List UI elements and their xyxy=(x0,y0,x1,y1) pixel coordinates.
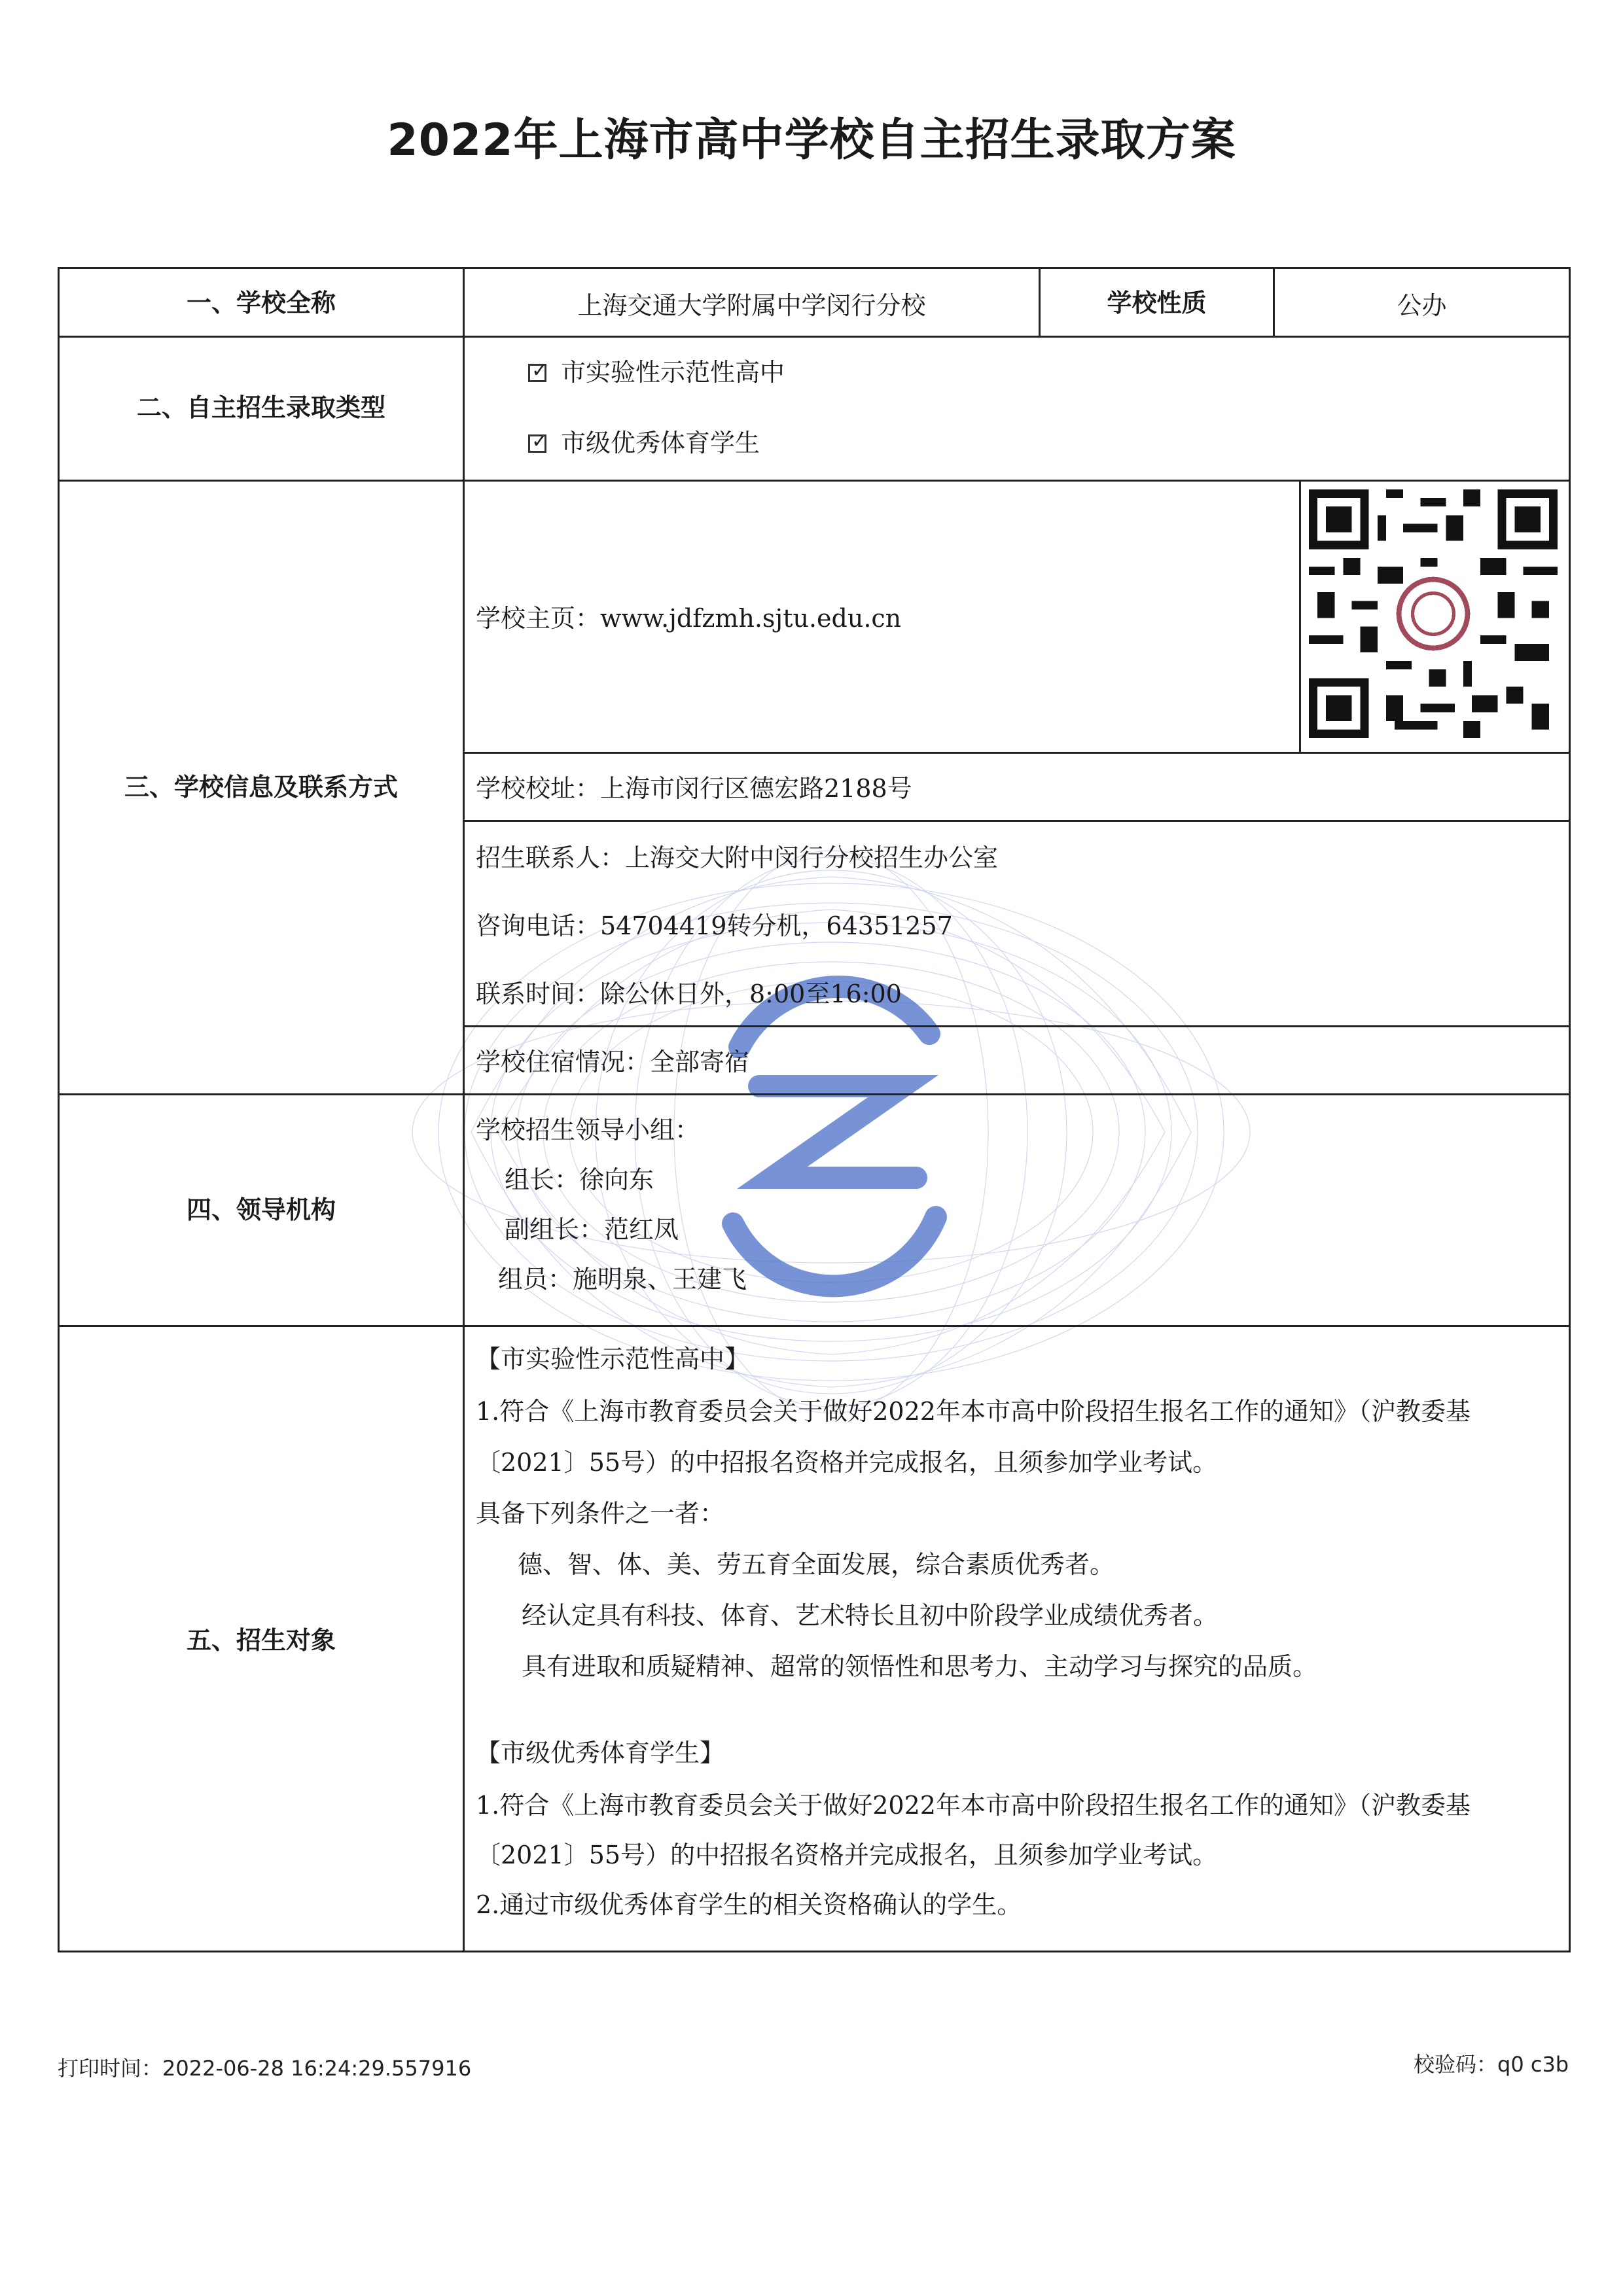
consult-phone: 咨询电话：54704419转分机，64351257 xyxy=(476,911,953,940)
checkbox-checked-icon[interactable] xyxy=(528,364,546,382)
target-line: 具备下列条件之一者： xyxy=(476,1499,725,1528)
target-line: 【市实验性示范性高中】 xyxy=(476,1345,750,1373)
target-line: 2.通过市级优秀体育学生的相关资格确认的学生。 xyxy=(476,1890,1022,1919)
leadership-group-title: 学校招生领导小组： xyxy=(476,1116,700,1144)
target-line: 【市级优秀体育学生】 xyxy=(476,1739,725,1767)
leadership-leader: 组长：徐向东 xyxy=(505,1165,654,1194)
target-line: 1.符合《上海市教育委员会关于做好2022年本市高中阶段招生报名工作的通知》（沪教委基 xyxy=(476,1397,1471,1426)
target-line: 〔2021〕55号）的中招报名资格并完成报名，且须参加学业考试。 xyxy=(476,1841,1218,1869)
school-address: 学校校址：上海市闵行区德宏路2188号 xyxy=(476,774,912,803)
target-line: 1.符合《上海市教育委员会关于做好2022年本市高中阶段招生报名工作的通知》（沪教委基 xyxy=(476,1791,1471,1820)
page-title: 2022年上海市高中学校自主招生录取方案 xyxy=(387,115,1236,166)
school-name-value: 上海交通大学附属中学闵行分校 xyxy=(577,291,926,320)
school-name-label: 一、学校全称 xyxy=(186,289,336,317)
admission-type-label: 二、自主招生录取类型 xyxy=(136,393,385,422)
dorm-info: 学校住宿情况：全部寄宿 xyxy=(476,1048,750,1076)
leadership-label: 四、领导机构 xyxy=(186,1195,336,1224)
leadership-deputy: 副组长：范红凤 xyxy=(505,1215,679,1244)
admission-target-label: 五、招生对象 xyxy=(186,1626,336,1655)
school-nature-value: 公办 xyxy=(1397,291,1447,320)
school-nature-label: 学校性质 xyxy=(1107,289,1207,317)
target-line: 〔2021〕55号）的中招报名资格并完成报名，且须参加学业考试。 xyxy=(476,1448,1218,1477)
checkbox-checked-icon[interactable] xyxy=(528,434,546,453)
target-line: 具有进取和质疑精神、超常的领悟性和思考力、主动学习与探究的品质。 xyxy=(522,1652,1318,1681)
school-homepage[interactable]: 学校主页：www.jdfzmh.sjtu.edu.cn xyxy=(476,604,902,633)
admission-contact: 招生联系人：上海交大附中闵行分校招生办公室 xyxy=(476,843,999,872)
admission-type-option-1[interactable]: ✓市实验性示范性高中 xyxy=(528,358,785,388)
target-line: 经认定具有科技、体育、艺术特长且初中阶段学业成绩优秀者。 xyxy=(522,1601,1219,1630)
print-time: 打印时间：2022-06-28 16:24:29.557916 xyxy=(58,2056,472,2081)
contact-hours: 联系时间：除公休日外，8:00至16:00 xyxy=(476,980,902,1008)
qr-code-icon[interactable] xyxy=(1309,489,1558,738)
admission-type-option-2[interactable]: ✓市级优秀体育学生 xyxy=(528,429,760,459)
leadership-members: 组员：施明泉、王建飞 xyxy=(498,1265,747,1294)
target-line: 德、智、体、美、劳五育全面发展，综合素质优秀者。 xyxy=(518,1550,1115,1579)
school-info-label: 三、学校信息及联系方式 xyxy=(124,773,398,802)
check-code: 校验码：q0 c3b xyxy=(1414,2052,1569,2077)
